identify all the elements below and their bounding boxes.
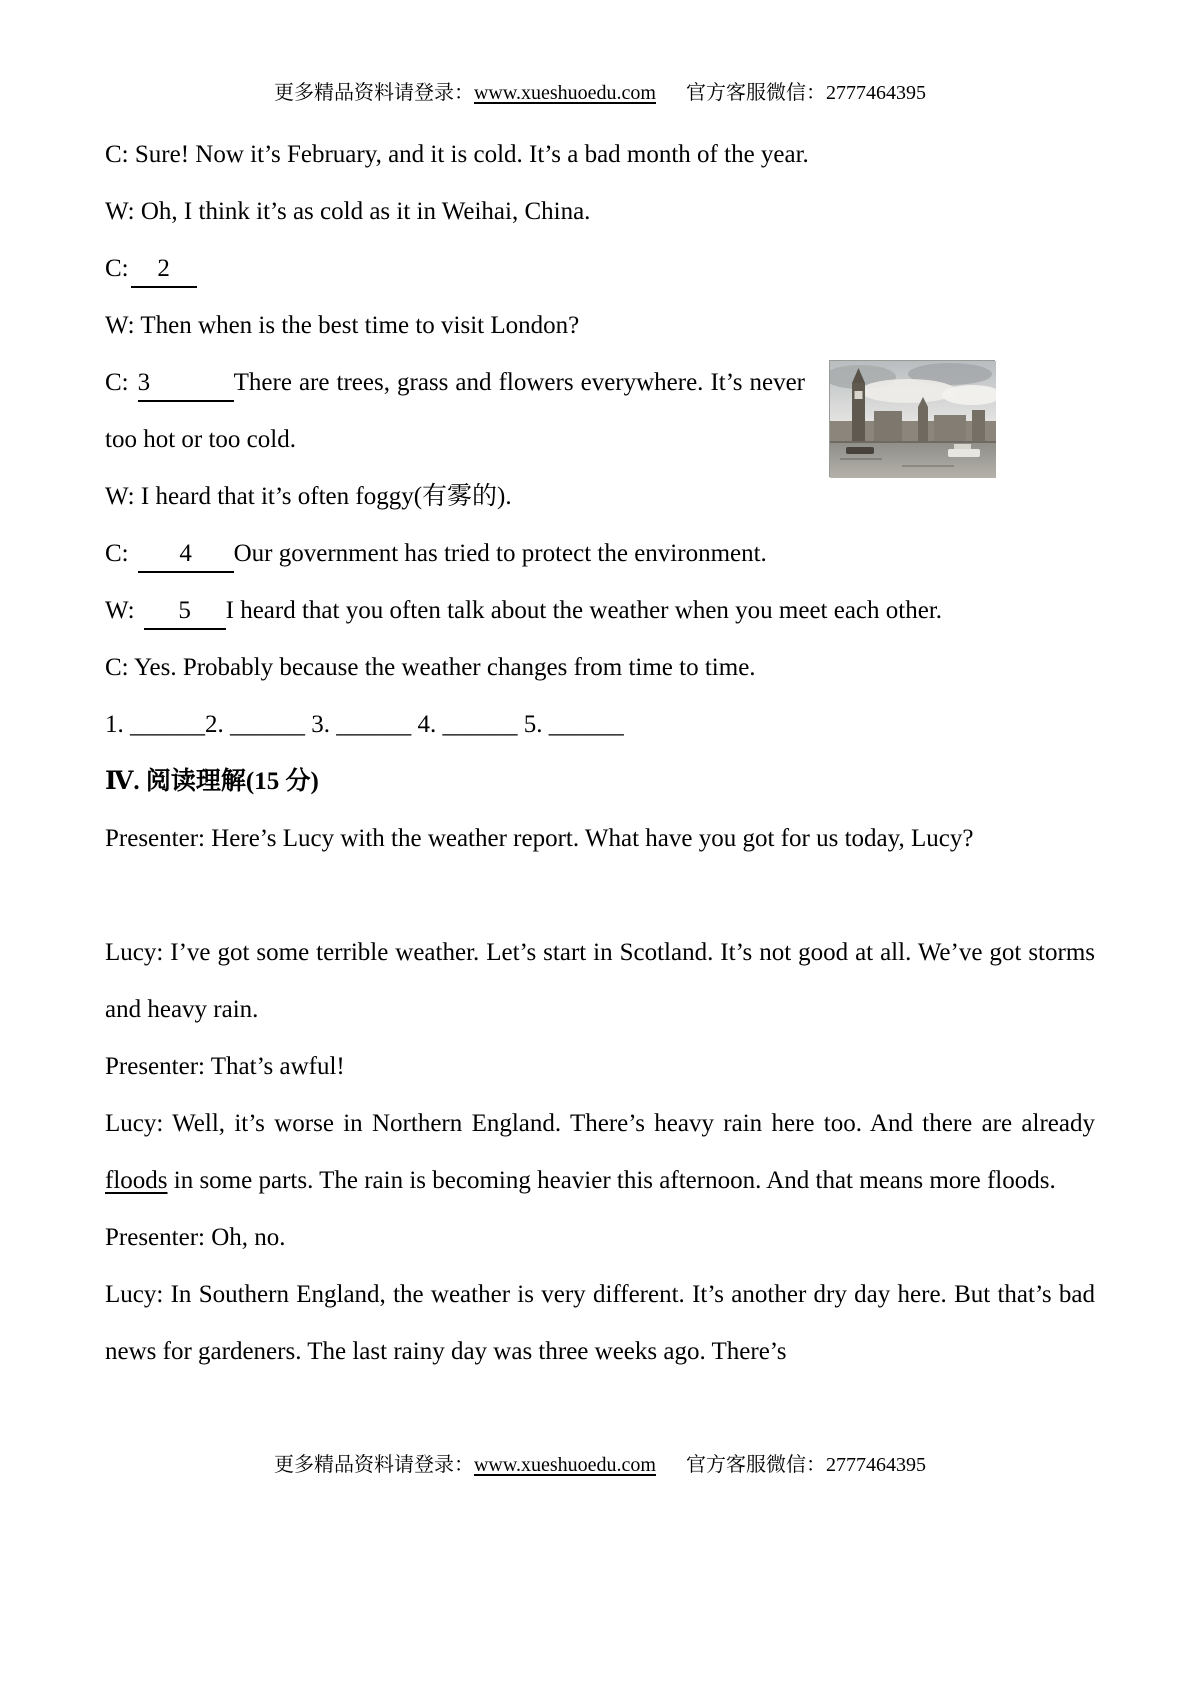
page-footer: [0, 1452, 1200, 1478]
header-site-link[interactable]: www.xueshuoedu.com: [473, 82, 656, 104]
document-body: [105, 126, 1095, 1380]
header-prefix-text: 更多精品资料请登录：: [273, 82, 474, 104]
dialogue-line-c-blank-3: [105, 354, 805, 468]
dialogue-line-w-best-time: W: Then when is the best time to visit London?: [105, 312, 580, 339]
underlined-word-floods: floods: [105, 1167, 168, 1194]
answer-blanks-line: 1. ______2. ______ 3. ______ 4. ______ 5. ______: [105, 711, 624, 738]
fill-blank-2: 2: [131, 255, 197, 288]
dialogue-line-w-blank-5: [105, 582, 1095, 639]
reading-presenter-awful: Presenter: That’s awful!: [105, 1053, 345, 1080]
dialogue-line-w-weihai: W: Oh, I think it’s as cold as it in Weihai, China.: [105, 198, 591, 225]
fill-blank-3: 3: [138, 369, 234, 402]
header-contact-text: 官方客服微信：2777464395: [686, 82, 926, 104]
dialogue-line-c-probably: C: Yes. Probably because the weather changes from time to time.: [105, 654, 756, 681]
footer-contact-text: 官方客服微信：2777464395: [686, 1454, 926, 1476]
page-header: [0, 80, 1200, 106]
speaker-label: C:: [105, 255, 129, 282]
section-heading-reading: Ⅳ. 阅读理解(15 分): [105, 768, 319, 795]
dialogue-text: There are trees, grass and flowers everywhere. It’s never too hot or too cold.: [105, 369, 805, 453]
footer-prefix-text: 更多精品资料请登录：: [273, 1454, 474, 1476]
reading-lucy-scotland: Lucy: I’ve got some terrible weather. Let’s start in Scotland. It’s not good at all. We’ve got storms and heavy rain.: [105, 939, 1095, 1023]
dialogue-line-c-blank-2: [105, 240, 1095, 297]
paragraph-text: in some parts. The rain is becoming heavier this afternoon. And that means more floods.: [167, 1167, 1056, 1194]
photo-paragraph-row: [105, 354, 1095, 468]
dialogue-text: I heard that you often talk about the weather when you meet each other.: [225, 597, 943, 624]
blank-line: [105, 867, 1095, 924]
paragraph-text: Lucy: Well, it’s worse in Northern England. There’s heavy rain here too. And there are already: [105, 1110, 1095, 1137]
reading-lucy-northern-england: [105, 1095, 1095, 1209]
speaker-label: C:: [105, 369, 129, 396]
reading-lucy-southern-england: Lucy: In Southern England, the weather is very different. It’s another dry day here. But that’s bad news for gardeners. The last rainy day was three weeks ago. There’s: [105, 1281, 1095, 1365]
fill-blank-5: 5: [144, 597, 226, 630]
fill-blank-4: 4: [138, 540, 234, 573]
footer-site-link[interactable]: www.xueshuoedu.com: [473, 1454, 656, 1476]
london-big-ben-thames-photo: [829, 360, 995, 477]
reading-presenter-oh-no: Presenter: Oh, no.: [105, 1224, 286, 1251]
dialogue-line-c-blank-4: [105, 525, 1095, 582]
dialogue-text: Our government has tried to protect the environment.: [233, 540, 767, 567]
london-photo-graphic: [830, 361, 996, 478]
speaker-label: W:: [105, 597, 135, 624]
speaker-label: C:: [105, 540, 129, 567]
reading-presenter-intro: Presenter: Here’s Lucy with the weather report. What have you got for us today, Lucy?: [105, 825, 974, 852]
dialogue-line-c-february: C: Sure! Now it’s February, and it is cold. It’s a bad month of the year.: [105, 141, 809, 168]
dialogue-line-w-foggy: W: I heard that it’s often foggy(有雾的).: [105, 483, 512, 510]
